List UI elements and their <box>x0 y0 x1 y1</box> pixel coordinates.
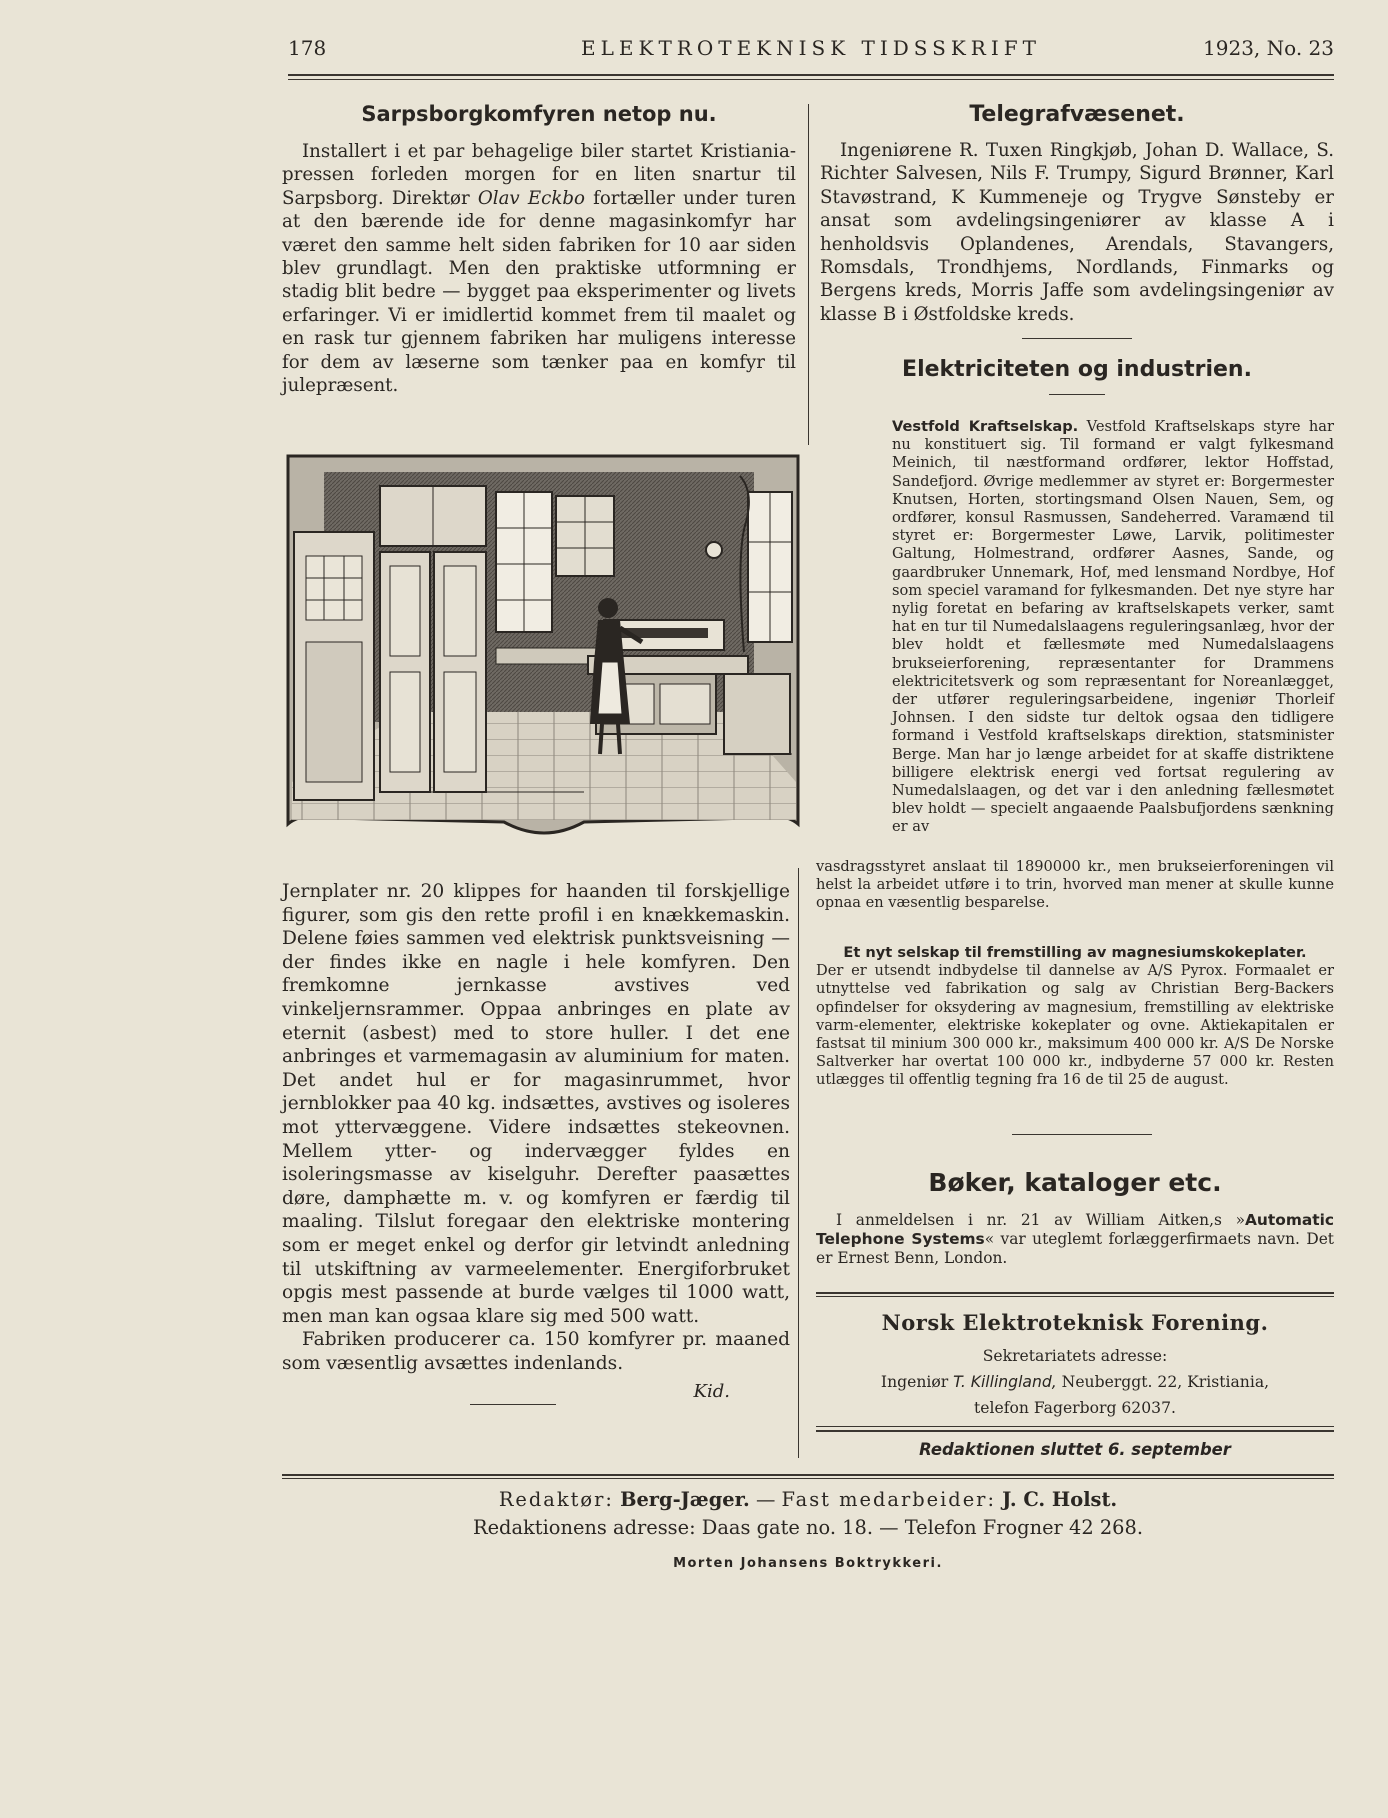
header-rule <box>288 74 1334 76</box>
section-rule <box>1012 1134 1152 1135</box>
society-address: Ingeniør T. Killingland, Neuberggt. 22, Kristiania, <box>880 1373 1270 1391</box>
article-paragraph: Ingeniørene R. Tuxen Ringkjøb, Johan D. Wallace, S. Richter Salvesen, Nils F. Trumpy, Sigurd Brønner, Karl Stavøstrand, K Kummeneje og Trygve Sønsteby er ansat som avdelingsingeniører av klasse A i henholdsvis Oplandenes, Arendals, Stavangers, Romsdals, Trondhjems, Nordlands, Finmarks og Bergens kreds, Morris Jaffe som avdelingsingeniør av klasse B i Østfoldske kreds. <box>820 140 1334 325</box>
section-heading: Elektriciteten og industrien. <box>902 357 1252 383</box>
subheading: Et nyt selskap til fremstilling av magnesiumskokeplater. <box>843 944 1307 961</box>
issue-label: 1923, No. 23 <box>1203 36 1334 60</box>
footer-rule <box>282 1478 1334 1479</box>
section-rule <box>1049 394 1105 395</box>
column-divider-top <box>808 104 809 445</box>
column-divider-bottom <box>798 868 799 1458</box>
kitchen-illustration <box>284 452 802 844</box>
box-rule <box>816 1292 1334 1294</box>
article-paragraph: Installert i et par behagelige biler startet Kristiania-pressen forleden morgen for en liten snartur til Sarpsborg. Direktør Olav Eckbo fortæller under turen at den bærende ide for denne magasinkomfyr har været den samme helt siden fabriken for 10 aar siden blev grundlagt. Men den praktiske utformning er stadig blit bedre — bygget paa eksperimenter og livets erfaringer. Vi er imidlertid kommet frem til maalet og en rask tur gjennem fabriken har muligens interesse for dem av læserne som tænker paa en komfyr til julepræsent. <box>282 141 797 397</box>
article-paragraph: Fabriken producerer ca. 150 komfyrer pr. maaned som væsentlig avsættes indenlands. <box>282 1329 790 1374</box>
article-paragraph-pyrox: Et nyt selskap til fremstilling av magnesiumskokeplater. Der er utsendt indbydelse til dannelse av A/S Pyrox. Formaalet er utnyttelse ved fabrikation og salg av Christian Berg-Backers opfindelser for oksydering av magnesium, fremstilling av elektriske varm-elementer, elektriske kokeplater og ovne. Aktiekapitalen er fastsat til minium 300 000 kr., maksimum 400 000 kr. A/S De Norske Saltverker har overtat 100 000 kr., indbyderne 57 000 kr. Resten utlægges til offentlig tegning fra 16 de til 25 de august. <box>816 944 1334 1089</box>
box-rule <box>816 1430 1334 1432</box>
page-number: 178 <box>288 36 327 60</box>
editorial-closed-note: Redaktionen sluttet 6. september <box>919 1440 1231 1459</box>
book-title: Automatic Telephone Systems <box>816 1211 1334 1248</box>
subheading: Vestfold Kraftselskap. <box>892 418 1079 435</box>
article-paragraph: Jernplater nr. 20 klippes for haanden til forskjellige figurer, som gis den rette profil i en knækkemaskin. Delene føies sammen ved elektrisk punktsveisning — der findes ikke en nagle i hele komfyren. Den fremkomne jernkasse avstives ved vinkeljernsrammer. Oppaa anbringes en plate av eternit (asbest) med to store huller. I det ene anbringes et varmemagasin av aluminium for maten. Det andet hul er for magasinrummet, hvor jernblokker paa 40 kg. indsættes, avstives og isoleres mot yttervæggene. Videre indsættes stekeovnen. Mellem ytter- og indervægger fyldes en isoleringsmasse av kiselguhr. Derefter paasættes døre, damphætte m. v. og komfyren er færdig til maaling. Tilslut foregaar den elektriske montering som er meget enkel og derfor gir letvindt anledning til utskiftning av varmeelementer. Energiforbruket opgis mest passende at burde vælges til 1000 watt, men man kan ogsaa klare sig med 500 watt. <box>282 881 790 1327</box>
article-paragraph-vestfold-continued: vasdragsstyret anslaat til 1890000 kr., men brukseierforeningen vil helst la arbeidet utføre i to trin, hvorved man mener at skulle kunne opnaa en væsentlig besparelse. <box>816 858 1334 912</box>
printer-credit: Morten Johansens Boktrykkeri. <box>673 1556 943 1571</box>
article-sarpsborg-continued <box>282 880 790 1402</box>
article-paragraph: I anmeldelsen i nr. 21 av William Aitken,s »Automatic Telephone Systems« var uteglemt forlæggerfirmaets navn. Det er Ernest Benn, London. <box>816 1211 1334 1267</box>
footer-rule <box>282 1474 1334 1476</box>
editorial-address: Redaktionens adresse: Daas gate no. 18. — Telefon Frogner 42 268. <box>472 1516 1144 1539</box>
article-end-rule <box>470 1404 556 1405</box>
society-notice <box>816 1310 1334 1421</box>
author-signature: Kid. <box>693 1381 730 1403</box>
article-heading: Sarpsborgkomfyren netop nu. <box>361 102 717 126</box>
box-rule <box>816 1426 1334 1427</box>
article-sarpsborg <box>282 102 796 397</box>
journal-title: ELEKTROTEKNISK TIDSSKRIFT <box>581 36 1041 60</box>
kitchen-scene-image <box>284 452 802 844</box>
editor-line: Redaktør: Berg-Jæger. — Fast medarbeider: J. C. Holst. <box>498 1488 1118 1511</box>
section-rule <box>1022 338 1132 339</box>
article-paragraph-vestfold: Vestfold Kraftselskap. Vestfold Kraftselskaps styre har nu konstituert sig. Til formand er valgt fylkesmand Meinich, til næstformand ordfører, lektor Hoffstad, Sandefjord. Øvrige medlemmer av styret er: Borgermester Knutsen, Horten, stortingsmand Olsen Nauen, Sem, og ordfører, konsul Rasmussen, Sandeherred. Varamænd til styret er: Borgermester Løwe, Larvik, politimester Galtung, Holmestrand, ordfører Aasnes, Sande, og gaardbruker Unnemark, Hof, med lensmand Nordbye, Hof som speciel varamand for fylkesmanden. Det nye styre har nylig foretat en befaring av kraftselskapets verker, samt hat en tur til Numedalslaagens reguleringsanlæg, hvor der blev holdt et fællesmøte med Numedalslaagens brukseierforening, repræsentanter for Drammens elektricitetsverk og som repræsentant for Noreanlægget, der utfører reguleringsarbeidene, ingeniør Thorleif Johnsen. I den sidste tur deltok ogsaa den tidligere formand i Vestfold kraftselskaps direktion, statsminister Berge. Man har jo længe arbeidet for at skaffe distriktene billigere elektrisk energi ved fortsat regulering av Numedalslaagen, og det var i den anledning fællesmøtet blev holdt — specielt angaaende Paalsbufjordens sænkning er av <box>892 418 1334 836</box>
article-heading: Telegrafvæsenet. <box>969 102 1185 127</box>
article-books <box>816 1168 1334 1268</box>
society-phone: telefon Fagerborg 62037. <box>974 1399 1176 1417</box>
header-rule-thin <box>288 79 1334 80</box>
article-heading: Bøker, kataloger etc. <box>928 1168 1222 1197</box>
box-rule <box>816 1296 1334 1297</box>
person-name: Olav Eckbo <box>477 187 585 209</box>
society-title: Norsk Elektroteknisk Forening. <box>881 1310 1269 1335</box>
society-address-label: Sekretariatets adresse: <box>982 1347 1168 1365</box>
page-header <box>288 36 1334 66</box>
article-telegraf <box>820 102 1334 395</box>
page-footer <box>282 1486 1334 1542</box>
